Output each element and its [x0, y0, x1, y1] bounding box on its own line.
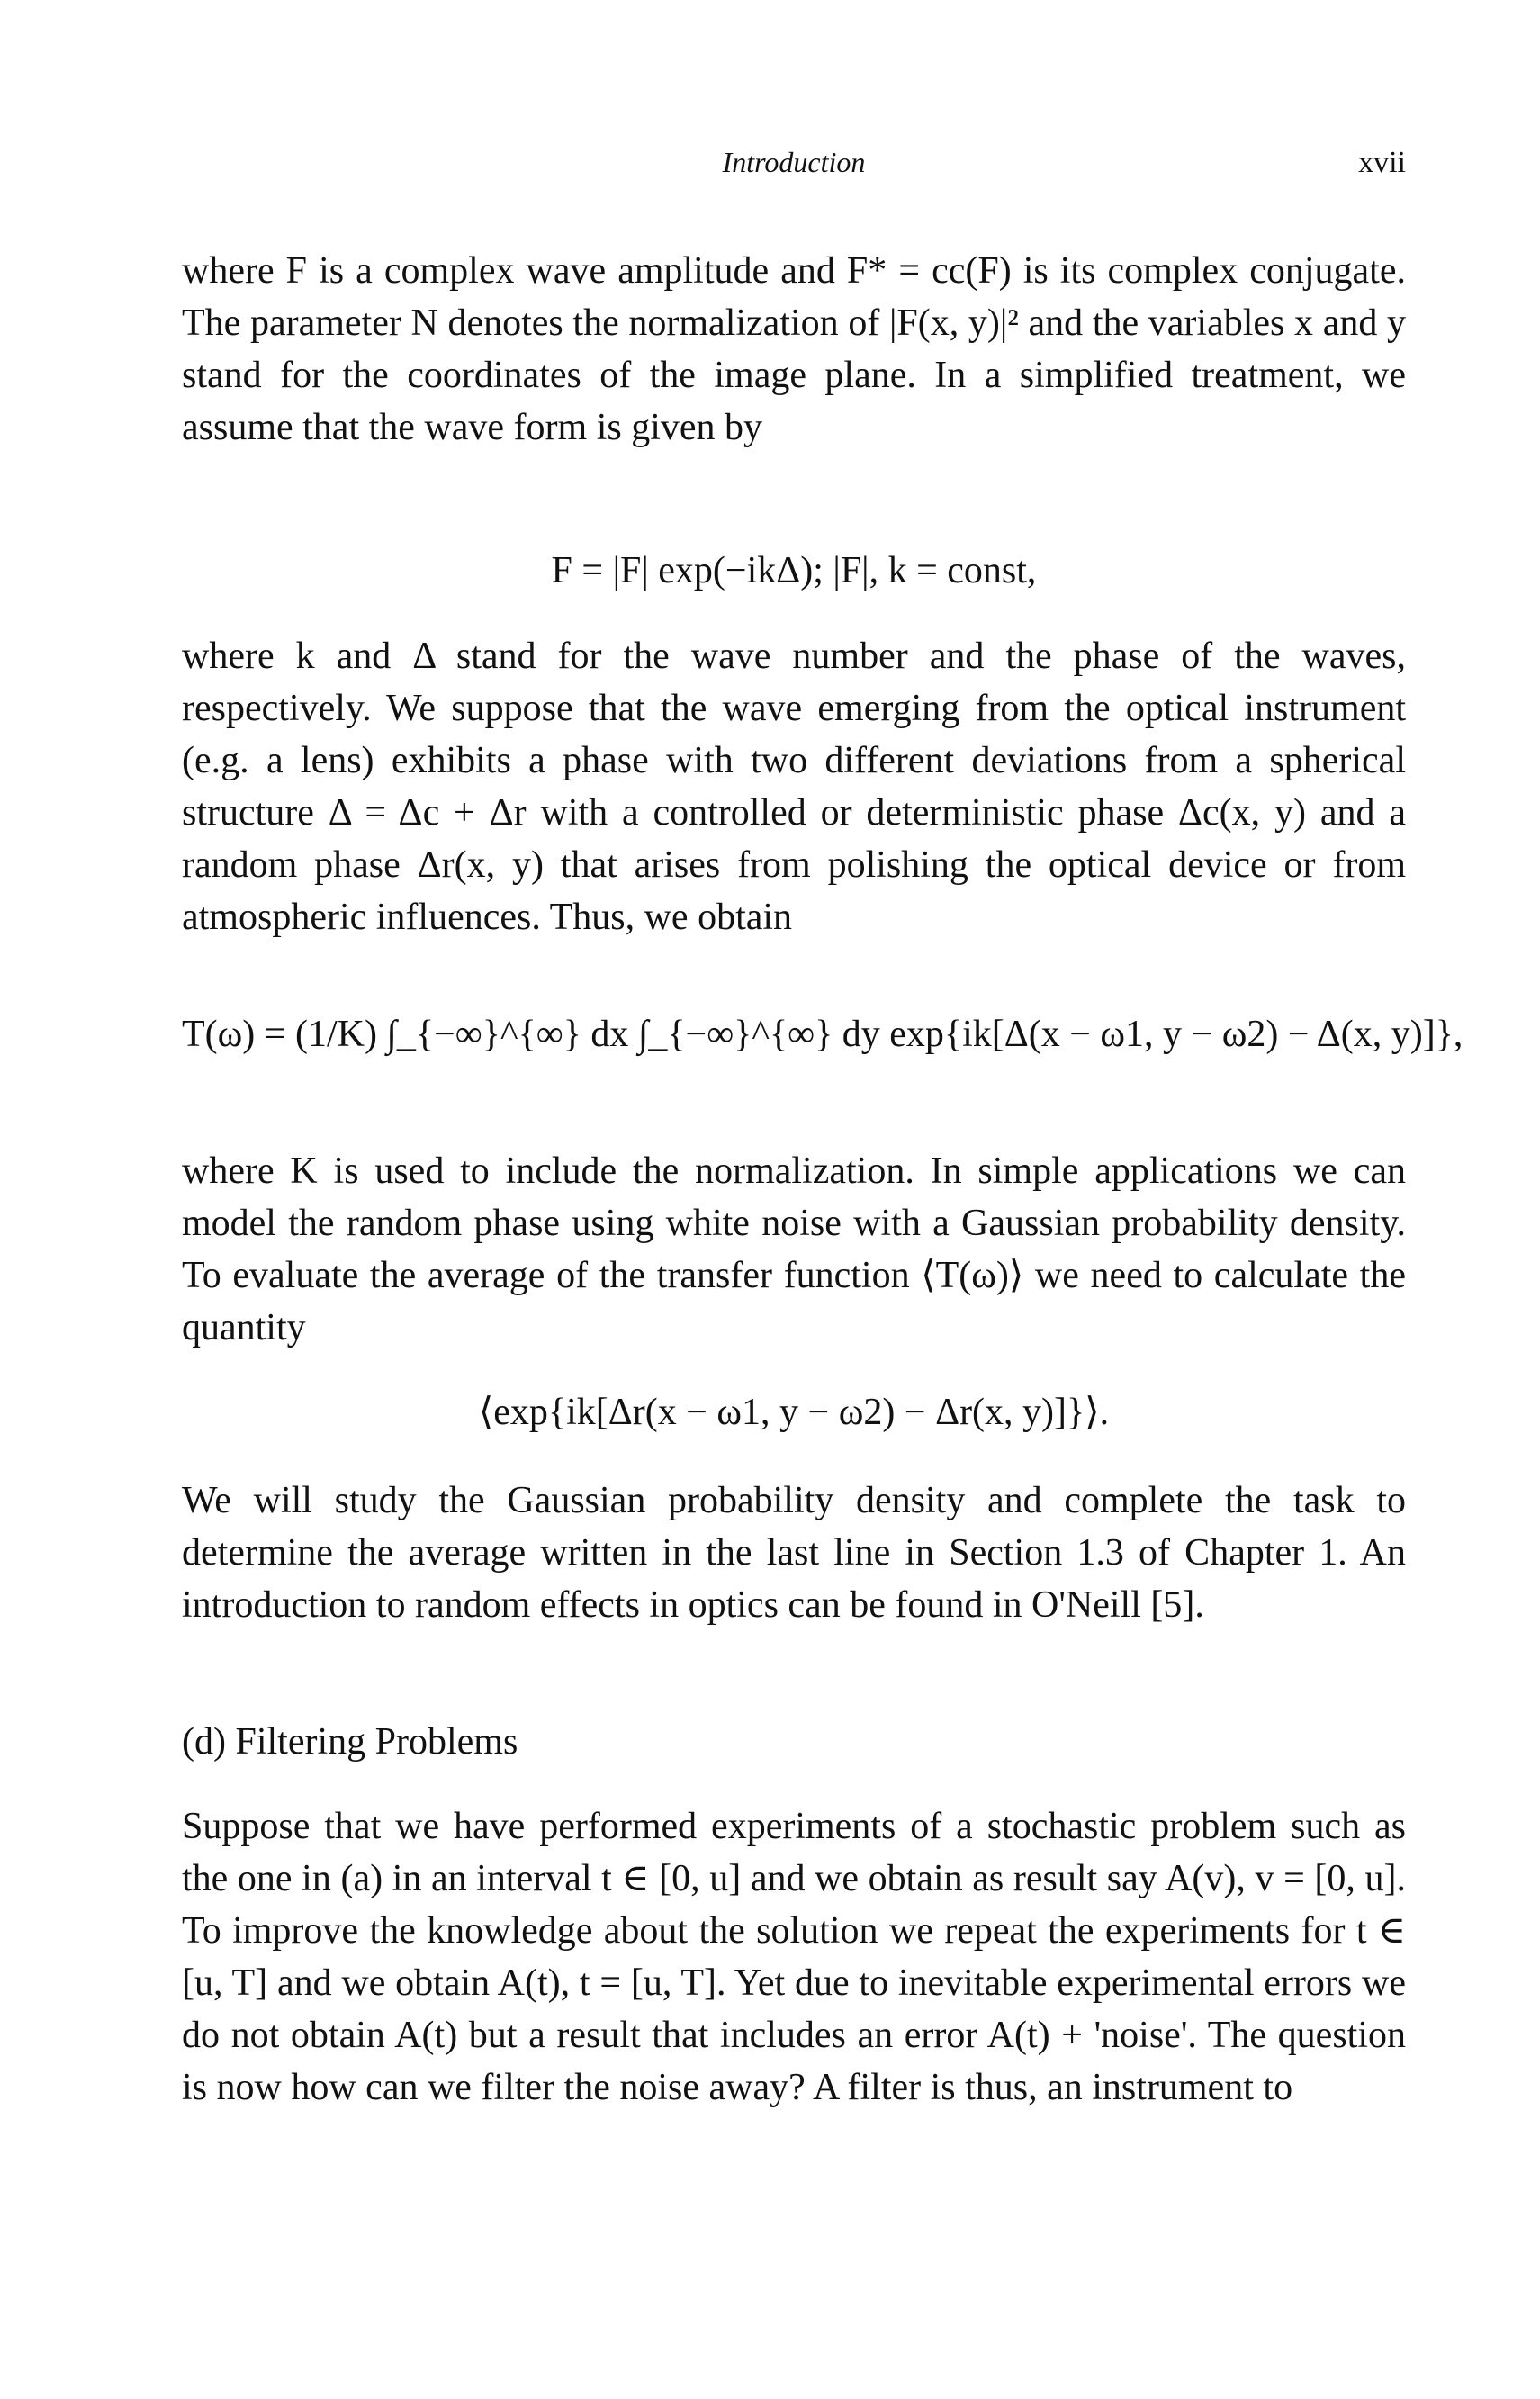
paragraph-4	[182, 1475, 1406, 1631]
paragraph-2	[182, 630, 1406, 943]
paragraph-1	[182, 245, 1406, 454]
page-header	[182, 142, 1406, 187]
paragraph-text: where K is used to include the normalization. In simple applications we can model the random phase using white noise with a Gaussian probability density. To evaluate the average of the transfer function ⟨T(ω)⟩ we need to calculate the quantity	[182, 1150, 1406, 1348]
equation-text: ⟨exp{ik[Δr(x − ω1, y − ω2) − Δr(x, y)]}⟩.	[478, 1392, 1110, 1433]
paragraph-3	[182, 1145, 1406, 1354]
section-heading: (d) Filtering Problems	[182, 1721, 518, 1763]
running-title: Introduction	[722, 146, 866, 178]
page-number: xvii	[1358, 146, 1406, 179]
paragraph-text: We will study the Gaussian probability density and complete the task to determine the average written in the last line in Section 1.3 of Chapter 1. An introduction to random effects in optics can be found in O'Neill [5].	[182, 1480, 1406, 1626]
paragraph-text: Suppose that we have performed experiments of a stochastic problem such as the one in (a) in an interval t ∈ [0, u] and we obtain as result say A(v), v = [0, u]. To improve the knowledge about the solution we repeat the experiments for t ∈ [u, T] and we obtain A(t), t = [u, T]. Yet due to inevitable experimental errors we do not obtain A(t) but a result that includes an error A(t) + 'noise'. The question is now how can we filter the noise away? A filter is thus, an instrument to	[182, 1806, 1406, 2108]
paragraph-text: where F is a complex wave amplitude and F* = cc(F) is its complex conjugate. The parameter N denotes the normalization of |F(x, y)|² and the variables x and y stand for the coordinates of the image plane. In a simplified treatment, we assume that the wave form is given by	[182, 250, 1406, 448]
paragraph-5	[182, 1800, 1406, 2114]
equation-text: T(ω) = (1/K) ∫_{−∞}^{∞} dx ∫_{−∞}^{∞} dy exp{ik[Δ(x − ω1, y − ω2) − Δ(x, y)]},	[182, 1014, 1463, 1055]
equation-average	[182, 1386, 1406, 1438]
equation-transfer-function	[182, 1008, 1463, 1060]
equation-wave-form	[182, 545, 1406, 597]
equation-text: F = |F| exp(−ikΔ); |F|, k = const,	[551, 550, 1037, 591]
paragraph-text: where k and Δ stand for the wave number and the phase of the waves, respectively. We suppose that the wave emerging from the optical instrument (e.g. a lens) exhibits a phase with two different deviations from a spherical structure Δ = Δc + Δr with a controlled or deterministic phase Δc(x, y) and a random phase Δr(x, y) that arises from polishing the optical device or from atmospheric influences. Thus, we obtain	[182, 636, 1406, 938]
